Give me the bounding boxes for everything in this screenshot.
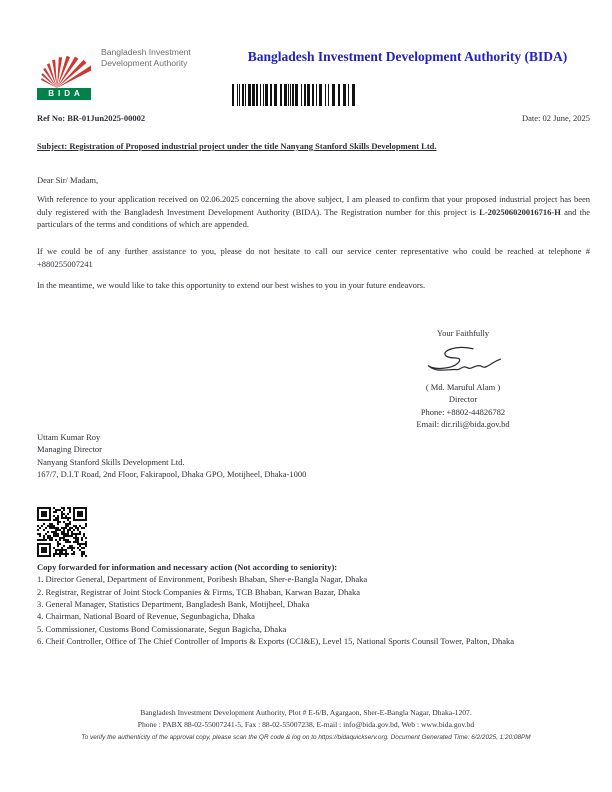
signatory-role: Director xyxy=(448,394,478,405)
footer-contacts: Phone : PABX 88-02-55007241-5, Fax : 88-02-55007238, E-mail : info@bida.gov.bd, Web : www.bida.gov.bd xyxy=(137,720,475,730)
recipient-role: Managing Director xyxy=(37,444,102,455)
signature-block xyxy=(368,327,558,430)
recipient-address: 167/7, D.I.T Road, 2nd Floor, Fakirapool, Dhaka GPO, Motijheel, Dhaka-1000 xyxy=(37,468,307,479)
bida-fan-icon xyxy=(37,42,91,88)
logo-caption xyxy=(101,47,211,68)
signatory-email: Email: dir.rili@bida.gov.bd xyxy=(416,418,510,429)
subject-line: Subject: Registration of Proposed industrial project under the title Nanyang Stanford Skills Development Ltd. xyxy=(37,141,437,151)
para1-text: With reference to your application received on 02.06.2025 concerning the above subject, I am pleased to confirm that your proposed industrial project has been duly registered with the Bangladesh Investment Development Authority (BIDA). The Registration number for this project is xyxy=(37,194,590,217)
copy-forwarded-block xyxy=(37,561,590,647)
registration-number: L-202506020016716-H xyxy=(479,206,561,217)
copy-item: 4. Chairman, National Board of Revenue, Segunbagicha, Dhaka xyxy=(37,611,255,622)
signatory-name: ( Md. Maruful Alam ) xyxy=(425,382,501,393)
closing-phrase: Your Faithfully xyxy=(436,328,490,338)
copy-item: 1. Director General, Department of Environment, Poribesh Bhaban, Sher-e-Bangla Nagar, Dhaka xyxy=(37,574,368,585)
signatory-phone: Phone: +8802-44826782 xyxy=(420,406,506,417)
footer-address: Bangladesh Investment Development Authority, Plot # E-6/B, Agargaon, Sher-E-Bangla Nagar, Dhaka-1207. xyxy=(140,708,472,717)
body-paragraph-1 xyxy=(37,193,590,231)
footer xyxy=(0,707,612,743)
recipient-company: Nanyang Stanford Skills Development Ltd. xyxy=(37,456,185,467)
reference-row xyxy=(37,113,590,123)
copy-item: 5. Commissioner, Customs Bond Comissionarate, Segun Bagicha, Dhaka xyxy=(37,623,287,634)
body-paragraph-2: If we could be of any further assistance to you, please do not hesitate to call our service center representative who could be reached at telephone # +880255007241 xyxy=(37,246,590,269)
barcode-image xyxy=(232,84,355,106)
recipient-block xyxy=(37,431,590,480)
bida-logo-badge: BIDA xyxy=(37,88,91,100)
salutation: Dear Sir/ Madam, xyxy=(37,175,99,185)
copy-forwarded-heading: Copy forwarded for information and necessary action (Not according to seniority): xyxy=(37,562,338,572)
copy-item: 6. Cheif Controller, Office of The Chief Controller of Imports & Exports (CCI&E), Level 15, National Sports Counsil Tower, Palton, Dhaka xyxy=(37,636,515,647)
letter-date: Date: 02 June, 2025 xyxy=(522,113,590,123)
copy-item: 3. General Manager, Statistics Department, Bangladesh Bank, Motijheel, Dhaka xyxy=(37,599,310,610)
signature-scribble-icon xyxy=(416,344,511,380)
body-paragraph-3: In the meantime, we would like to take this opportunity to extend our best wishes to you in your future endeavors. xyxy=(37,280,426,290)
para1-tail: and the particulars of the terms and conditions of which are appended. xyxy=(37,206,590,230)
copy-item: 2. Registrar, Registrar of Joint Stock Companies & Firms, TCB Bhaban, Karwan Bazar, Dhaka xyxy=(37,586,361,597)
qr-code-image xyxy=(37,507,87,557)
logo-caption-line2: Development Authority xyxy=(101,57,188,68)
page-title: Bangladesh Investment Development Authority (BIDA) xyxy=(247,49,568,64)
logo-caption-line1: Bangladesh Investment xyxy=(101,47,191,57)
bida-logo xyxy=(37,42,91,100)
ref-number: Ref No: BR-01Jun2025-00002 xyxy=(37,113,146,123)
recipient-name: Uttam Kumar Roy xyxy=(37,432,101,442)
footer-verification-note: To verify the authenticity of the approval copy, please scan the QR code & log on to https://bidaquickserv.org. Document Generated Time: 6/2/2025, 1:20:08PM xyxy=(81,733,531,741)
